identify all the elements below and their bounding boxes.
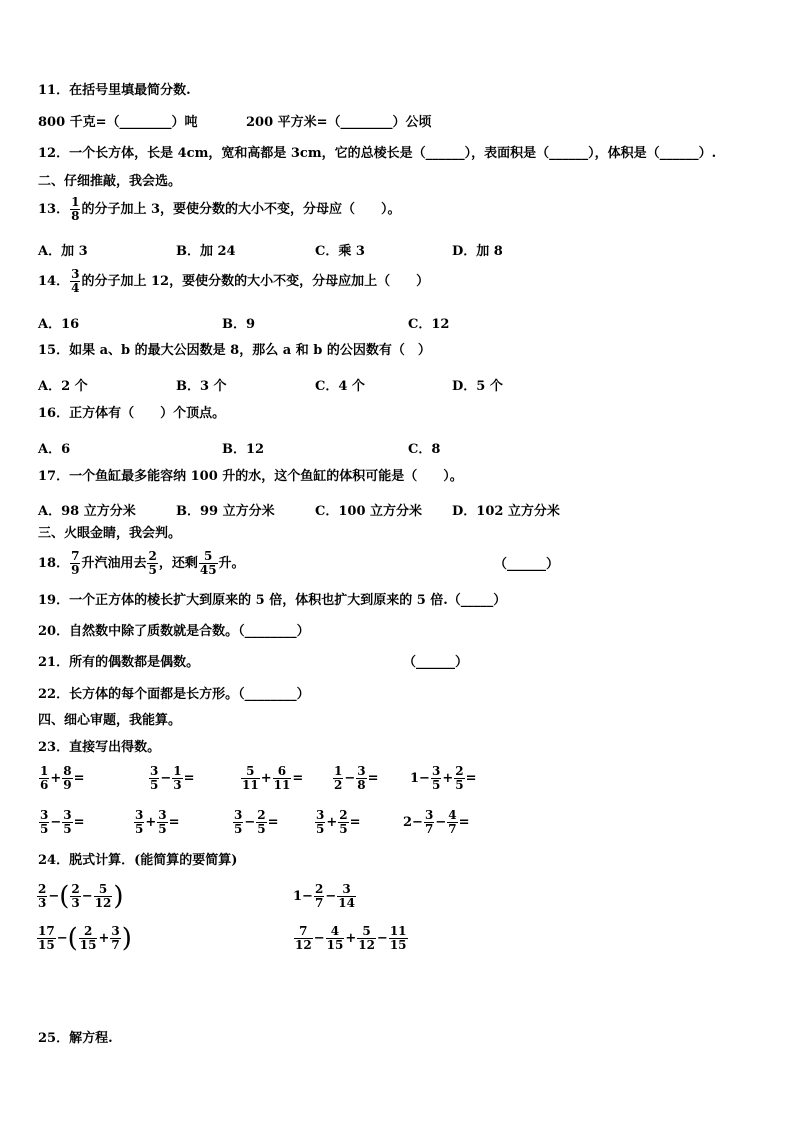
q23-expr-10: 2− $\frac{3}{7}$ − $\frac{4}{7}$ =: [403, 808, 470, 836]
q23-expr-5: 1− $\frac{3}{5}$ + $\frac{2}{5}$ =: [410, 764, 477, 792]
q16-option-a[interactable]: A．6: [38, 442, 71, 457]
q17-option-d[interactable]: D．102 立方分米: [452, 504, 560, 519]
q19-stem: 19．一个正方体的棱长扩大到原来的 5 倍，体积也扩大到原来的 5 倍.（_____）: [38, 593, 507, 608]
q18-text-3: 升。: [218, 556, 245, 571]
q13-text: 的分子加上 3，要使分数的大小不变，分母应（ ）。: [81, 202, 401, 217]
q24-expr-1: $\frac{2}{3}$ −( $\frac{2}{3}$ − $\frac{5}{12}$ ): [38, 881, 124, 912]
q13-option-c[interactable]: C．乘 3: [315, 244, 365, 259]
q17-option-a[interactable]: A．98 立方分米: [38, 504, 136, 519]
q23-expr-2: $\frac{3}{5}$ − $\frac{1}{3}$ =: [150, 764, 195, 792]
q18-stem: [38, 547, 245, 581]
q18-answer-blank[interactable]: （______）: [494, 557, 560, 572]
q23-expr-8: $\frac{3}{5}$ − $\frac{2}{5}$ =: [234, 808, 279, 836]
q13-fraction: $\frac{1}{8}$: [71, 195, 80, 223]
q14-option-b[interactable]: B．9: [222, 317, 256, 332]
q16-option-b[interactable]: B．12: [222, 442, 265, 457]
q22-stem: 22．长方体的每个面都是长方形。（________）: [38, 687, 310, 702]
q12-stem: 12．一个长方体，长是 4cm，宽和高都是 3cm，它的总棱长是（______），表面积是（______），体积是（______）.: [38, 146, 717, 161]
q15-stem: 15．如果 a、b 的最大公因数是 8，那么 a 和 b 的公因数有（ ）: [38, 343, 431, 358]
q17-option-c[interactable]: C．100 立方分米: [315, 504, 423, 519]
q13-stem: [38, 196, 401, 224]
q13-option-b[interactable]: B．加 24: [176, 244, 236, 259]
q11-part2: 200 平方米=（________）公顷: [246, 115, 432, 130]
q18-fraction-1: $\frac{7}{9}$: [71, 549, 80, 577]
q13-option-d[interactable]: D．加 8: [452, 244, 503, 259]
section3-heading: 三、火眼金睛，我会判。: [38, 526, 182, 541]
q23-stem: 23．直接写出得数。: [38, 740, 161, 755]
q13-number: 13．: [38, 202, 70, 217]
q14-text: 的分子加上 12，要使分数的大小不变，分母应加上（ ）: [81, 274, 430, 289]
q14-number: 14．: [38, 274, 70, 289]
q18-fraction-2: $\frac{2}{5}$: [148, 549, 157, 577]
q15-option-d[interactable]: D．5 个: [452, 379, 503, 394]
q15-option-b[interactable]: B．3 个: [176, 379, 227, 394]
q18-text-2: ，还剩: [158, 556, 198, 571]
q24-expr-3: $\frac{17}{15}$ −( $\frac{2}{15}$ + $\frac{3}{7}$ ): [38, 923, 132, 954]
q23-expr-4: $\frac{1}{2}$ − $\frac{3}{8}$ =: [334, 764, 379, 792]
q14-fraction: $\frac{3}{4}$: [71, 267, 80, 295]
q20-stem: 20．自然数中除了质数就是合数。（________）: [38, 624, 310, 639]
q23-expr-6: $\frac{3}{5}$ − $\frac{3}{5}$ =: [40, 808, 85, 836]
q18-text-1: 升汽油用去: [81, 556, 147, 571]
q15-option-a[interactable]: A．2 个: [38, 379, 88, 394]
q13-option-a[interactable]: A．加 3: [38, 244, 88, 259]
q14-option-a[interactable]: A．16: [38, 317, 80, 332]
q24-expr-4: $\frac{7}{12}$ − $\frac{4}{15}$ + $\frac{5}{12}$ − $\frac{11}{15}$: [295, 924, 407, 952]
q23-expr-9: $\frac{3}{5}$ + $\frac{2}{5}$ =: [316, 808, 361, 836]
q18-fraction-3: $\frac{5}{45}$: [199, 549, 217, 577]
q25-stem: 25．解方程.: [38, 1031, 113, 1046]
q11-part1: 800 千克=（________）吨: [38, 115, 198, 130]
q17-option-b[interactable]: B．99 立方分米: [176, 504, 275, 519]
q14-option-c[interactable]: C．12: [408, 317, 450, 332]
q23-expr-1: $\frac{1}{6}$ + $\frac{8}{9}$ =: [40, 764, 85, 792]
q23-expr-3: $\frac{5}{11}$ + $\frac{6}{11}$ =: [242, 764, 304, 792]
q21-stem: 21．所有的偶数都是偶数。: [38, 655, 200, 670]
q15-option-c[interactable]: C．4 个: [315, 379, 365, 394]
q23-expr-7: $\frac{3}{5}$ + $\frac{3}{5}$ =: [135, 808, 180, 836]
q24-stem: 24．脱式计算．(能简算的要简算): [38, 853, 238, 868]
q16-option-c[interactable]: C．8: [408, 442, 441, 457]
q18-number: 18．: [38, 556, 70, 571]
section2-heading: 二、仔细推敲，我会选。: [38, 174, 182, 189]
q14-stem: [38, 268, 429, 296]
q11-stem: 11．在括号里填最简分数.: [38, 83, 191, 98]
q21-answer-blank[interactable]: （______）: [403, 655, 469, 670]
q24-expr-2: 1− $\frac{2}{7}$ − $\frac{3}{14}$: [293, 882, 355, 910]
q17-stem: 17．一个鱼缸最多能容纳 100 升的水，这个鱼缸的体积可能是（ ）。: [38, 469, 463, 484]
section4-heading: 四、细心审题，我能算。: [38, 713, 182, 728]
q16-stem: 16．正方体有（ ）个顶点。: [38, 406, 226, 421]
